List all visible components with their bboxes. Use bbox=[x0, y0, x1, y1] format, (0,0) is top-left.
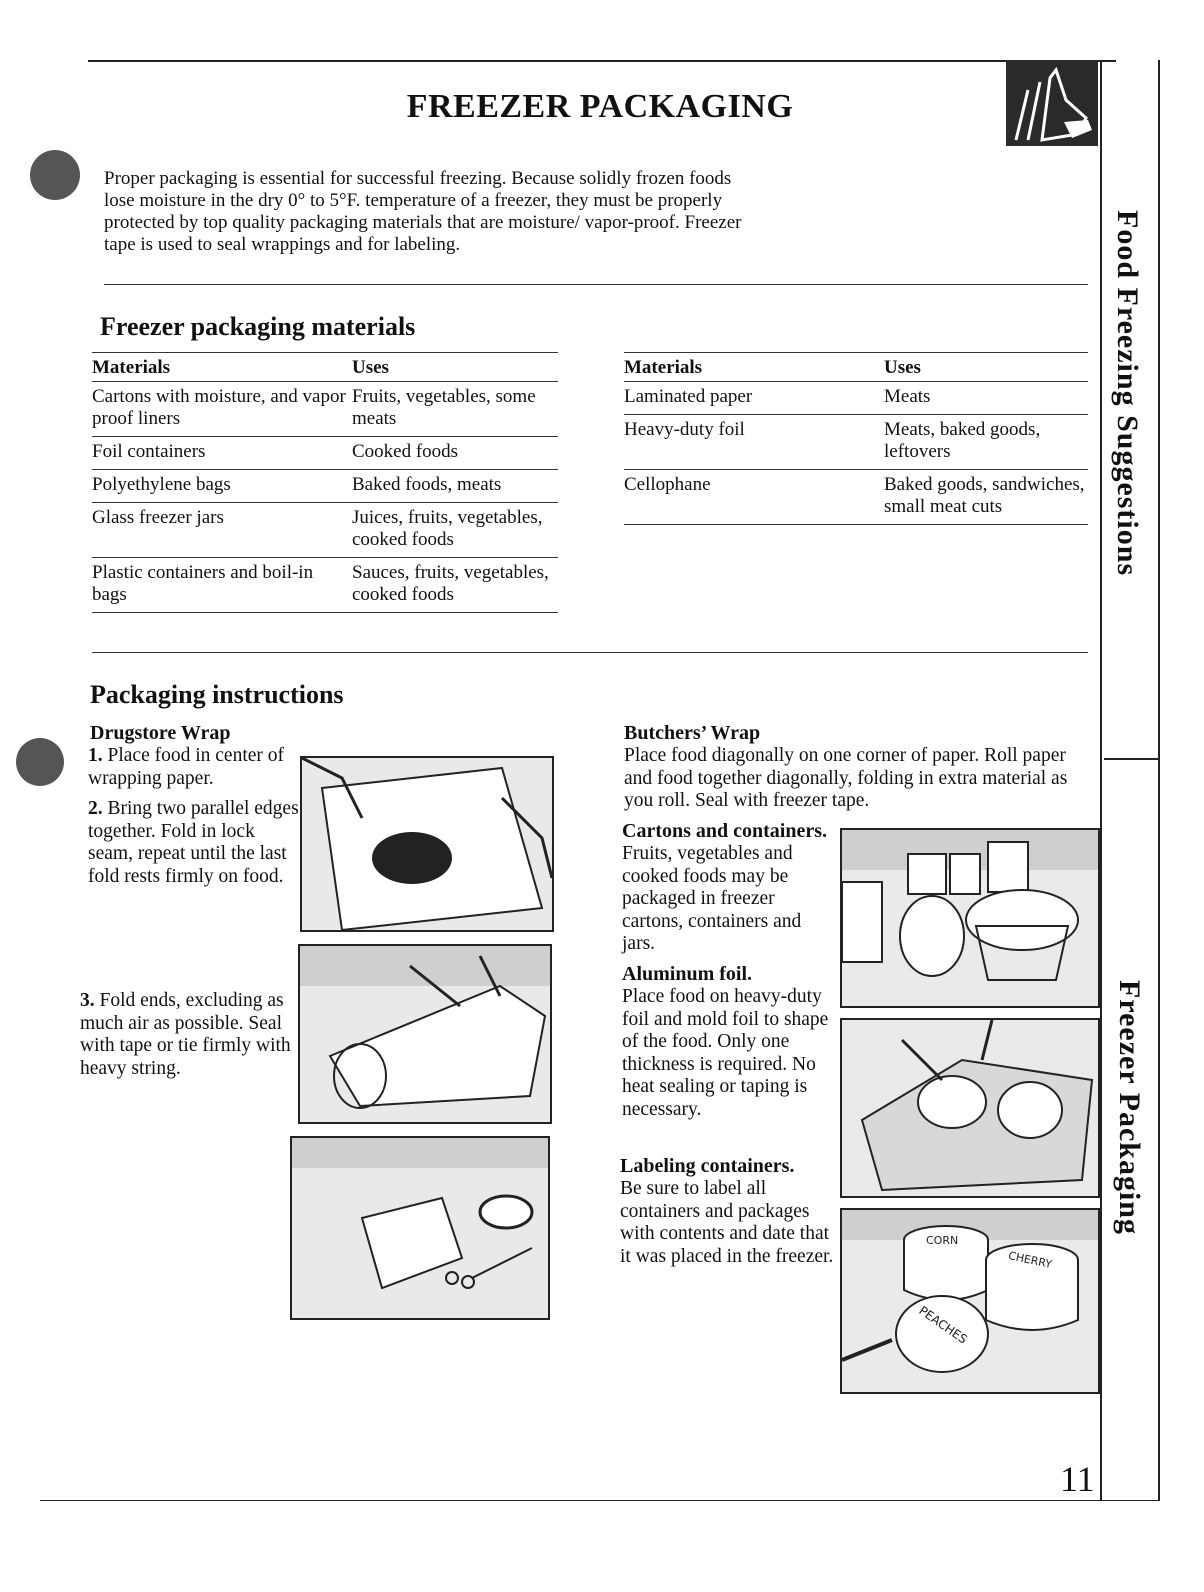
bottom-rule bbox=[40, 1500, 1160, 1501]
illustration-foil bbox=[840, 1018, 1100, 1198]
table-row bbox=[92, 558, 558, 613]
col-uses: Uses bbox=[352, 353, 558, 382]
illustration-cartons bbox=[840, 828, 1100, 1008]
top-rule bbox=[88, 60, 1116, 62]
label-peaches: PEACHES bbox=[916, 1303, 970, 1347]
illustration-fold-seam bbox=[298, 944, 552, 1124]
foil-text: Place food on heavy-duty foil and mold foil to shape of the food. Only one thickness is required. No heat sealing or taping is necessary. bbox=[622, 986, 829, 1120]
instructions-heading: Packaging instructions bbox=[90, 680, 344, 709]
illustration-labeling bbox=[840, 1208, 1100, 1394]
side-tab-food-freezing: Food Freezing Suggestions bbox=[1111, 210, 1144, 577]
side-tab-border bbox=[1100, 60, 1102, 1500]
section-divider bbox=[92, 652, 1088, 653]
step-1 bbox=[88, 745, 288, 790]
intro-paragraph: Proper packaging is essential for successful freezing. Because solidly frozen foods lose moisture in the dry 0° to 5°F. temperature of a freezer, they must be properly protected by top quality packaging materials that are moisture/ vapor-proof. Freezer tape is used to seal wrappings and for labeling. bbox=[104, 168, 742, 255]
use-cell: Meats, baked goods, leftovers bbox=[884, 415, 1088, 470]
step-text: Fold ends, excluding as much air as possible. Seal with tape or tie firmly with heavy string. bbox=[80, 990, 291, 1079]
cartons-text: Fruits, vegetables and cooked foods may be packaged in freezer cartons, containers and jars. bbox=[622, 843, 802, 954]
table-row bbox=[92, 382, 558, 437]
step-3 bbox=[80, 990, 292, 1080]
table-row bbox=[92, 437, 558, 470]
col-materials: Materials bbox=[92, 353, 352, 382]
label-corn: CORN bbox=[926, 1234, 959, 1247]
material-cell: Cellophane bbox=[624, 470, 884, 525]
table-row bbox=[624, 415, 1088, 470]
material-cell: Plastic containers and boil-in bags bbox=[92, 558, 352, 613]
foil-heading: Aluminum foil. bbox=[622, 963, 753, 985]
material-cell: Laminated paper bbox=[624, 382, 884, 415]
butchers-wrap-heading: Butchers’ Wrap bbox=[624, 722, 761, 744]
use-cell: Sauces, fruits, vegetables, cooked foods bbox=[352, 558, 558, 613]
material-cell: Polyethylene bags bbox=[92, 470, 352, 503]
cartons-heading: Cartons and containers. bbox=[622, 820, 828, 842]
labeling-text: Be sure to label all containers and packages with contents and date that it was placed in the freezer. bbox=[620, 1178, 834, 1267]
illustration-seal-ends bbox=[290, 1136, 550, 1320]
materials-table-left bbox=[92, 352, 558, 613]
material-cell: Foil containers bbox=[92, 437, 352, 470]
labeling-heading: Labeling containers. bbox=[620, 1155, 795, 1177]
hand-pointer-icon bbox=[1006, 60, 1098, 146]
drugstore-wrap-heading: Drugstore Wrap bbox=[90, 722, 231, 744]
material-cell: Glass freezer jars bbox=[92, 503, 352, 558]
use-cell: Baked goods, sandwiches, small meat cuts bbox=[884, 470, 1088, 525]
step-text: Place food in center of wrapping paper. bbox=[88, 745, 285, 789]
step-number: 1. bbox=[88, 745, 103, 766]
section-divider bbox=[104, 284, 1088, 285]
punch-hole bbox=[16, 738, 64, 786]
butchers-wrap-text: Place food diagonally on one corner of paper. Roll paper and food together diagonally, folding in extra material as you roll. Seal with freezer tape. bbox=[624, 745, 1068, 811]
table-row bbox=[624, 382, 1088, 415]
table-row bbox=[92, 503, 558, 558]
use-cell: Fruits, vegetables, some meats bbox=[352, 382, 558, 437]
step-text: Bring two parallel edges together. Fold in lock seam, repeat until the last fold rests firmly on food. bbox=[88, 798, 299, 887]
step-number: 2. bbox=[88, 798, 103, 819]
table-row bbox=[92, 470, 558, 503]
side-tab-right-border bbox=[1158, 60, 1160, 1500]
col-uses: Uses bbox=[884, 353, 1088, 382]
label-cherry: CHERRY bbox=[1007, 1249, 1054, 1272]
step-number: 3. bbox=[80, 990, 95, 1011]
table-row bbox=[624, 470, 1088, 525]
step-2 bbox=[88, 798, 300, 888]
use-cell: Baked foods, meats bbox=[352, 470, 558, 503]
use-cell: Meats bbox=[884, 382, 1088, 415]
side-tab-divider bbox=[1104, 758, 1160, 760]
use-cell: Cooked foods bbox=[352, 437, 558, 470]
col-materials: Materials bbox=[624, 353, 884, 382]
use-cell: Juices, fruits, vegetables, cooked foods bbox=[352, 503, 558, 558]
materials-heading: Freezer packaging materials bbox=[100, 312, 416, 341]
material-cell: Heavy-duty foil bbox=[624, 415, 884, 470]
materials-table-right bbox=[624, 352, 1088, 525]
side-tab-freezer-packaging: Freezer Packaging bbox=[1113, 980, 1146, 1235]
material-cell: Cartons with moisture, and vapor proof liners bbox=[92, 382, 352, 437]
punch-hole bbox=[30, 150, 80, 200]
illustration-place-food bbox=[300, 756, 554, 932]
page-title: FREEZER PACKAGING bbox=[406, 88, 794, 125]
page-number: 11 bbox=[1060, 1459, 1095, 1499]
